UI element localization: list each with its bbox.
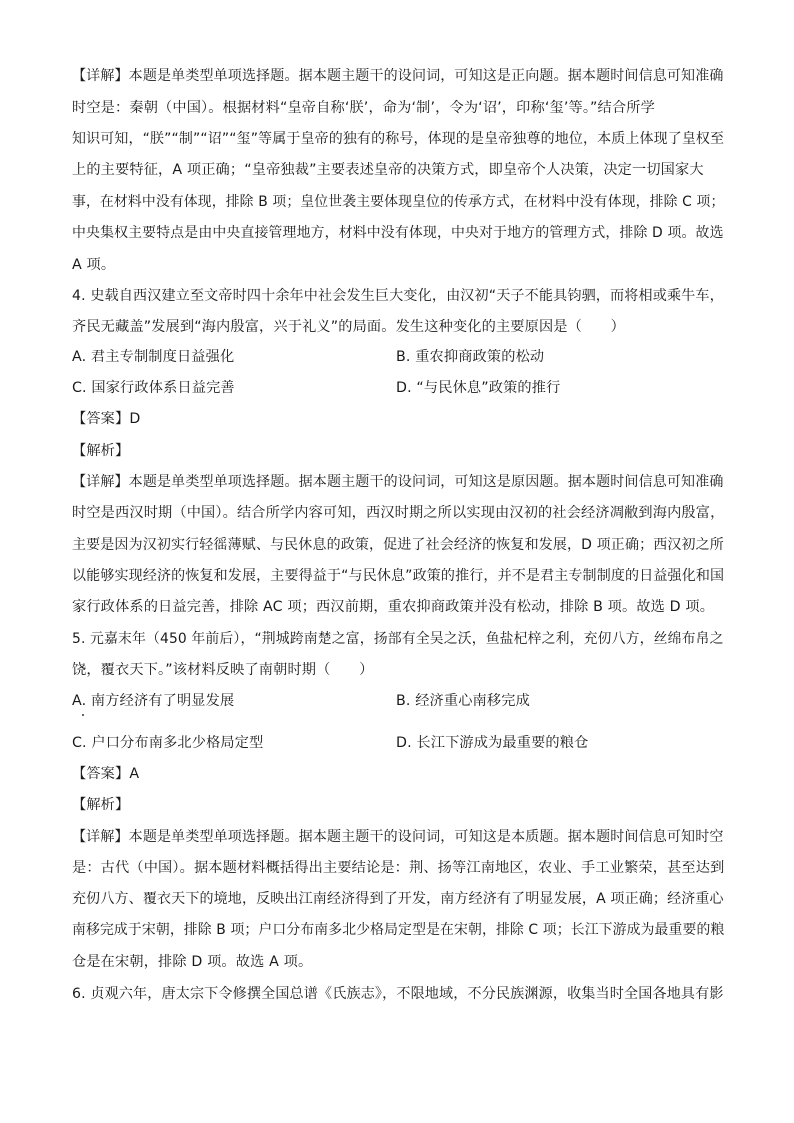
q5-detail-line-4: 南移完成于宋朝，排除 B 项；户口分布南多北少格局定型是在宋朝，排除 C 项；长江下游成为最重要的粮: [72, 922, 725, 938]
q4-detail-line-3: 主要是因为汉初实行轻徭薄赋、与民休息的政策，促进了社会经济的恢复和发展，D 项正确；西汉初之所: [72, 537, 724, 553]
q4-option-a: A. 君主专制制度日益强化: [72, 349, 235, 365]
q3-detail-line-5: 事，在材料中没有体现，排除 B 项；皇位世袭主要体现皇位的传承方式，在材料中没有体现，排除 C 项；: [72, 194, 725, 210]
q5-option-a: A. 南方经济有了明显发展: [72, 693, 235, 709]
q5-option-d: D. 长江下游成为最重要的粮仓: [396, 735, 589, 751]
q4-answer: 【答案】D: [72, 411, 141, 427]
q4-detail-line-1: 【详解】本题是单类型单项选择题。据本题主题干的设问词，可知这是原因题。据本题时间信息可知准确: [72, 474, 724, 490]
q5-answer: 【答案】A: [72, 766, 140, 782]
q3-detail-line-2: 时空是：秦朝（中国）。根据材料“皇帝自称‘朕’，命为‘制’，令为‘诏’，印称‘玺’等。”结合所学: [72, 100, 655, 116]
q3-detail-line-1: 【详解】本题是单类型单项选择题。据本题主题干的设问词，可知这是正向题。据本题时间信息可知准确: [72, 68, 724, 84]
q4-detail-line-4: 以能够实现经济的恢复和发展，主要得益于“与民休息”政策的推行，并不是君主专制制度的日益强化和国: [72, 568, 725, 584]
q3-detail-line-6: 中央集权主要特点是由中央直接管理地方，材料中没有体现，中央对于地方的管理方式，排除 D 项。故选: [72, 225, 724, 241]
q4-stem-line-2: 齐民无藏盖”发展到“海内殷富，兴于礼义”的局面。发生这种变化的主要原因是（ ）: [72, 319, 625, 335]
q5-detail-line-2: 是：古代（中国）。据本题材料概括得出主要结论是：荆、扬等江南地区，农业、手工业繁荣，甚至达到: [72, 860, 725, 876]
q3-detail-line-4: 上的主要特征，A 项正确；“皇帝独裁”主要表述皇帝的决策方式，即皇帝个人决策，决定一切国家大: [72, 162, 704, 178]
scan-speck: [82, 714, 84, 716]
q5-option-b: B. 经济重心南移完成: [396, 693, 530, 709]
q6-stem-line-1: 6. 贞观六年，唐太宗下令修撰全国总谱《氏族志》，不限地域，不分民族渊源，收集当时全国各地具有影: [72, 986, 724, 1002]
q4-detail-line-5: 家行政体系的日益完善，排除 AC 项；西汉前期，重农抑商政策并没有松动，排除 B 项。故选 D 项。: [72, 599, 715, 615]
q3-detail-line-7: A 项。: [72, 257, 116, 273]
q5-option-c: C. 户口分布南多北少格局定型: [72, 735, 264, 751]
q4-option-b: B. 重农抑商政策的松动: [396, 349, 545, 365]
q5-detail-line-3: 充仞八方、覆衣天下的境地，反映出江南经济得到了开发，南方经济有了明显发展，A 项正确；经济重心: [72, 891, 724, 907]
q5-analysis-label: 【解析】: [72, 797, 130, 813]
q4-option-d: D. “与民休息”政策的推行: [396, 380, 561, 396]
q4-detail-line-2: 时空是西汉时期（中国）。结合所学内容可知，西汉时期之所以实现由汉初的社会经济凋敝到海内殷富，: [72, 505, 725, 521]
q3-detail-line-3: 知识可知，“朕”“制”“诏”“玺”等属于皇帝的独有的称号，体现的是皇帝独尊的地位，本质上体现了皇权至: [72, 131, 725, 147]
q4-stem-line-1: 4. 史载自西汉建立至文帝时四十余年中社会发生巨大变化，由汉初“天子不能具钧驷，而将相或乘牛车，: [72, 288, 724, 304]
q4-option-c: C. 国家行政体系日益完善: [72, 380, 235, 396]
q5-stem-line-1: 5. 元嘉末年（450 年前后），“荆城跨南楚之富，扬部有全吴之沃，鱼盐杞梓之利，充仞八方，丝绵布帛之: [72, 631, 724, 647]
q5-detail-line-1: 【详解】本题是单类型单项选择题。据本题主题干的设问词，可知这是本质题。据本题时间信息可知时空: [72, 829, 724, 845]
q4-analysis-label: 【解析】: [72, 443, 130, 459]
q5-detail-line-5: 仓是在宋朝，排除 D 项。故选 A 项。: [72, 954, 313, 970]
q5-stem-line-2: 饶，覆衣天下。”该材料反映了南朝时期（ ）: [72, 662, 374, 678]
